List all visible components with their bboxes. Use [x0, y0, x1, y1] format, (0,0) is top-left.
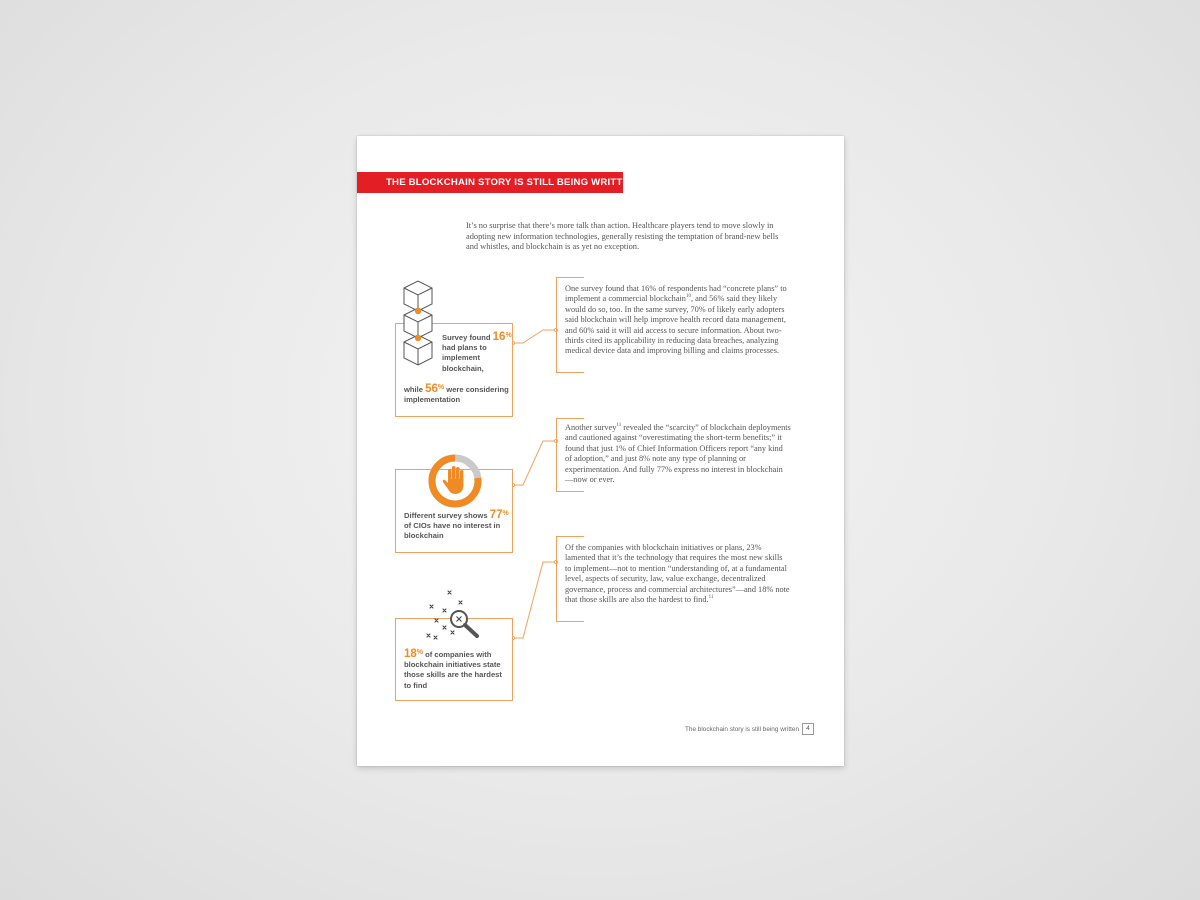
page-number: 4 — [802, 723, 814, 735]
stat-text-18: 18% of companies with blockchain initiatives state those skills are the hardest to find — [404, 648, 502, 690]
stat-text-56: while 56% were considering implementation — [404, 383, 509, 405]
document-page — [357, 136, 844, 766]
stop-hand-icon — [443, 466, 464, 494]
body-paragraph-3: Of the companies with blockchain initiatives or plans, 23% lamented that it’s the technology that requires the most new skills to implement—not to mention “understanding of, at a fundamental level, aspects of security, law, value exchange, decentralized governance, process and commercial architectures”—and 18% note that those skills are also the hardest to find.$^{11}$ — [565, 543, 790, 605]
body-paragraph-1: One survey found that 16% of respondents had “concrete plans” to implement a commercial blockchain$^{10}$, and 56% said they likely would do so, too. In the same survey, 70% of likely early adopters said blockchain will help improve health record data management, and 60% said it will aid access to secure information. About two-thirds cited its applicability in reducing data breaches, analyzing medical device data and improving billing and claims processes. — [565, 284, 787, 356]
section-banner: THE BLOCKCHAIN STORY IS STILL BEING WRITTEN — [357, 172, 623, 193]
stop-hand-donut-icon — [426, 452, 484, 510]
body-paragraph-2: Another survey$^{11}$ revealed the “scarcity” of blockchain deployments and cautioned against “overestimating the short-term benefits;” it found that just 1% of Chief Information Officers report “any kind of adoption,” and just 8% note any type of planning or experimentation. And fully 77% express no interest in blockchain—now or ever. — [565, 423, 791, 485]
blockchain-cubes-icon — [401, 280, 437, 366]
footer-running-title: The blockchain story is still being written — [685, 726, 800, 733]
stat-text-16: Survey found 16% had plans to implement blockchain, — [442, 331, 512, 373]
stat-text-77: Different survey shows 77% of CIOs have no interest in blockchain — [404, 509, 509, 541]
intro-paragraph: It’s no surprise that there’s more talk than action. Healthcare players tend to move slowly in adopting new information technologies, generally resisting the temptation of brand-new bells and whistles, and blockchain is as yet no exception. — [466, 221, 779, 252]
magnifier-search-icon — [423, 586, 485, 644]
